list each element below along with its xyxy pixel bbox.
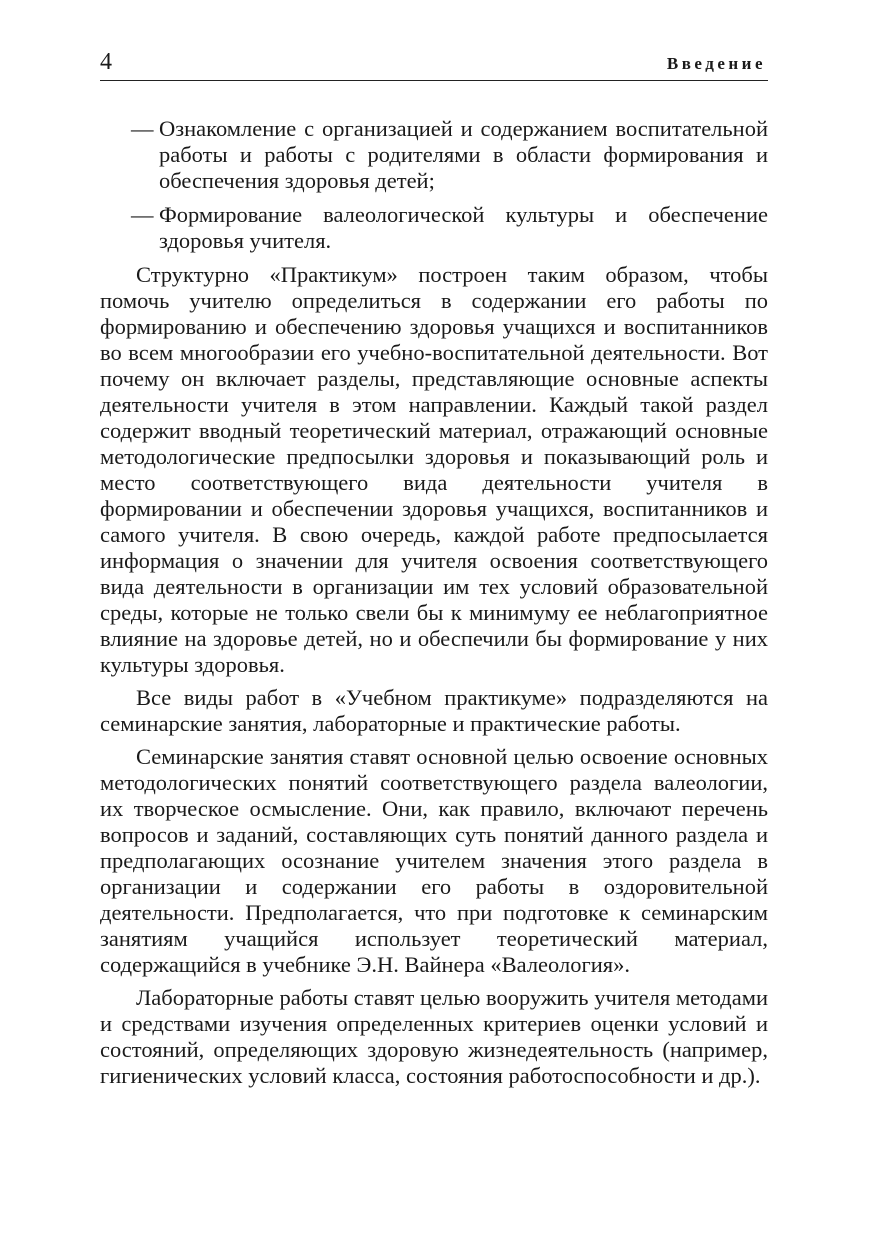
paragraph-work-types: Все виды работ в «Учебном практикуме» подразделяются на семинарские занятия, лабораторные и практические работы. (100, 685, 768, 736)
header-rule (100, 80, 768, 81)
page-header (100, 46, 768, 82)
page-body (100, 116, 768, 1096)
paragraph-structure: Структурно «Практикум» построен таким образом, чтобы помочь учителю определиться в содержании его работы по формированию и обеспечению здоровья учащихся и воспитанников во всем многообразии его учебно-воспитательной деятельности. Вот почему он включает разделы, представляющие основные аспекты деятельности учителя в этом направлении. Каждый такой раздел содержит вводный теоретический материал, отражающий основные методологические предпосылки здоровья и показывающий роль и место соответствующего вида деятельности учителя в формировании и обеспечении здоровья учащихся, воспитанников и самого учителя. В свою очередь, каждой работе предпосылается информация о значении для учителя освоения соответствующего вида деятельности в организации им тех условий образовательной среды, которые не только свели бы к минимуму ее неблагоприятное влияние на здоровье детей, но и обеспечили бы формирование у них культуры здоровья. (100, 262, 768, 677)
running-head: Введение (666, 54, 766, 73)
paragraph-seminars: Семинарские занятия ставят основной целью освоение основных методологических понятий соответствующего раздела валеологии, их творческое осмысление. Они, как правило, включают перечень вопросов и заданий, составляющих суть понятий данного раздела и предполагающих осознание учителем значения этого раздела в организации и содержании его работы в оздоровительной деятельности. Предполагается, что при подготовке к семинарским занятиям учащийся использует теоретический материал, содержащийся в учебнике Э.Н. Вайнера «Валеология». (100, 744, 768, 977)
bullet-dash: — (131, 202, 154, 227)
bullet-text: Ознакомление с организацией и содержанием воспитательной работы и работы с родителями в области формирования и обеспечения здоровья детей; (159, 116, 768, 193)
bullet-text: Формирование валеологической культуры и обеспечение здоровья учителя. (159, 202, 768, 253)
bullet-item (100, 202, 768, 254)
bullet-dash: — (131, 116, 154, 141)
paragraph-lab-works: Лабораторные работы ставят целью вооружить учителя методами и средствами изучения определенных критериев оценки условий и состояний, определяющих здоровую жизнедеятельность (например, гигиенических условий класса, состояния работоспособности и др.). (100, 985, 768, 1088)
bullet-item (100, 116, 768, 194)
page-number: 4 (100, 49, 112, 75)
